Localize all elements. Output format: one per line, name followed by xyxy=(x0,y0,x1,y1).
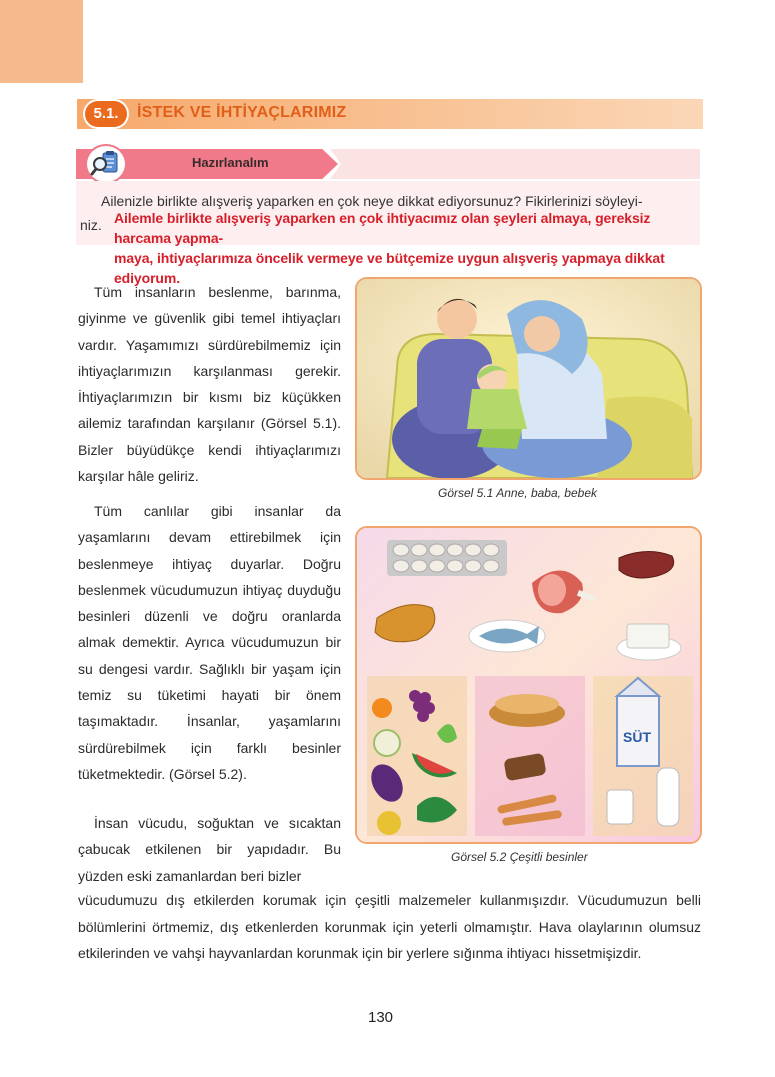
figure-caption-2: Görsel 5.2 Çeşitli besinler xyxy=(451,850,588,864)
prepare-label: Hazırlanalım xyxy=(192,155,269,170)
milk-glass-icon xyxy=(607,790,633,824)
handwritten-answer xyxy=(114,208,699,288)
question-text-end: niz. xyxy=(80,217,102,233)
milk-label: SÜT xyxy=(623,729,651,745)
section-number: 5.1. xyxy=(85,101,127,127)
paragraph-3-rest: vücudumuzu dış etkilerden korumak için çeşitli malzemeler kullanmışızdır. Vücudumuzun belli bölümlerini örtmemiz, dış etkenlerden korunmak için yeterli olmamıştır. Hava olaylarının olumsuz etkilerinden ve vahşi hayvanlardan korunmak için bir yerlere sığınma ihtiyacı hissetmişizdir. xyxy=(78,892,701,961)
bread-basket-icon xyxy=(489,694,565,727)
figure-caption-1: Görsel 5.1 Anne, baba, bebek xyxy=(438,486,597,500)
section-title: İSTEK VE İHTİYAÇLARIMIZ xyxy=(137,104,347,121)
question-text: Ailenizle birlikte alışveriş yaparken en çok neye dikkat ediyorsunuz? Fikirlerinizi söyleyi- xyxy=(101,193,643,209)
paragraph-1 xyxy=(78,279,341,489)
paragraph-3-start-text: İnsan vücudu, soğuktan ve sıcaktan çabucak etkilenen bir yapıdadır. Bu yüzden eski zamanlardan beri bizler xyxy=(78,815,341,884)
orange-icon xyxy=(372,698,392,718)
paragraph-2-text: Tüm canlılar gibi insanlar da yaşamlarını devam ettirebilmek için beslenmeye ihtiyaç duyarlar. Doğru beslenmek vücudumuzun ihtiyaç duyduğu besinleri düzenli ve doğru oranlarda almak demektir. Ayrıca vücudumuzun bir su dengesi vardır. Sağlıklı bir yaşam için temiz su tüketimi hayati bir önem taşımaktadır. İnsanlar, yaşamlarını sürdürebilmek için farklı besinler tüketmektedir. (Görsel 5.2). xyxy=(78,503,341,782)
page-number: 130 xyxy=(368,1009,394,1026)
foods-illustration xyxy=(355,526,702,844)
cauliflower-icon xyxy=(374,730,400,756)
paragraph-1-text: Tüm insanların beslenme, barınma, giyinme ve güvenlik gibi temel ihtiyaçları vardır. Yaşamımızı sürdürebilmemiz için ihtiyaçlarımızın karşılanması gerekir. İhtiyaçlarımızın bir kısmı biz küçükken ailemiz tarafından karşılanır (Görsel 5.1). Bizler büyüdükçe kendi ihtiyaçlarımızı karşılar hâle geliriz. xyxy=(78,284,341,485)
fish-plate-icon xyxy=(469,620,545,652)
paragraph-2 xyxy=(78,498,341,787)
egg-tray-icon xyxy=(387,540,507,576)
answer-line-1: Ailemle birlikte alışveriş yaparken en çok ihtiyacımız olan şeyleri almaya, gereksiz harcama yapma- xyxy=(114,210,651,246)
corner-decoration xyxy=(0,0,83,83)
quince-icon xyxy=(377,811,401,835)
magnifier-clipboard-icon xyxy=(87,146,125,182)
milk-carton-icon xyxy=(617,678,659,766)
family-illustration xyxy=(355,277,702,480)
paragraph-3-start xyxy=(78,810,341,890)
prepare-banner-tail xyxy=(330,149,700,179)
milk-bottle-icon xyxy=(657,768,679,826)
answer-line-2: maya, ihtiyaçlarımıza öncelik vermeye ve bütçemize uygun alışveriş yapmaya dikkat ediyorum. xyxy=(114,250,665,286)
